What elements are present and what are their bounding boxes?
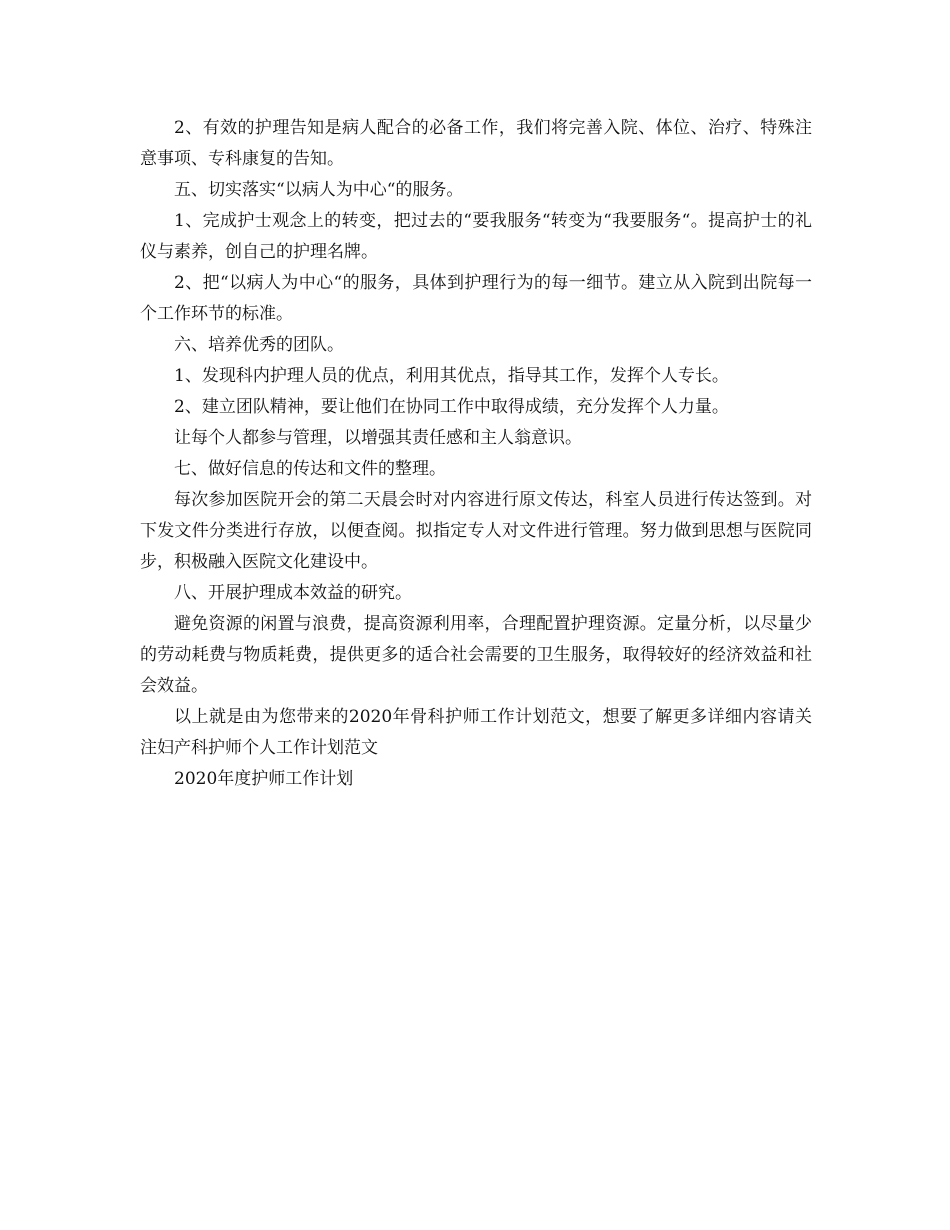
paragraph-notification: 2、有效的护理告知是病人配合的必备工作，我们将完善入院、体位、治疗、特殊注意事项、专科康复的告知。 xyxy=(140,118,812,169)
paragraph-service-detail: 2、把“以病人为中心“的服务，具体到护理行为的每一细节。建立从入院到出院每一个工作环节的标准。 xyxy=(140,273,812,324)
paragraph-information: 每次参加医院开会的第二天晨会时对内容进行原文传达，科室人员进行传达签到。对下发文件分类进行存放，以便查阅。拟指定专人对文件进行管理。努力做到思想与医院同步，积极融入医院文化建设中。 xyxy=(140,490,812,572)
document-body xyxy=(140,113,812,795)
section-heading-7: 七、做好信息的传达和文件的整理。 xyxy=(174,459,446,479)
paragraph-team-strengths: 1、发现科内护理人员的优点，利用其优点，指导其工作，发挥个人专长。 xyxy=(174,366,729,386)
paragraph-closing: 以上就是由为您带来的2020年骨科护师工作计划范文，想要了解更多详细内容请关注妇产科护师个人工作计划范文 xyxy=(140,707,812,758)
section-heading-6: 六、培养优秀的团队。 xyxy=(174,335,344,355)
paragraph-team-spirit: 2、建立团队精神，要让他们在协同工作中取得成绩，充分发挥个人力量。 xyxy=(174,397,729,417)
paragraph-related-title: 2020年度护师工作计划 xyxy=(174,769,354,789)
paragraph-participation: 让每个人都参与管理，以增强其责任感和主人翁意识。 xyxy=(174,428,582,448)
section-heading-5: 五、切实落实“以病人为中心“的服务。 xyxy=(174,180,464,200)
section-heading-8: 八、开展护理成本效益的研究。 xyxy=(174,583,412,603)
paragraph-cost-benefit: 避免资源的闲置与浪费，提高资源利用率，合理配置护理资源。定量分析，以尽量少的劳动耗费与物质耗费，提供更多的适合社会需要的卫生服务，取得较好的经济效益和社会效益。 xyxy=(140,614,812,696)
paragraph-concept-change: 1、完成护士观念上的转变，把过去的“要我服务“转变为“我要服务“。提高护士的礼仪与素养，创自己的护理名牌。 xyxy=(140,211,812,262)
